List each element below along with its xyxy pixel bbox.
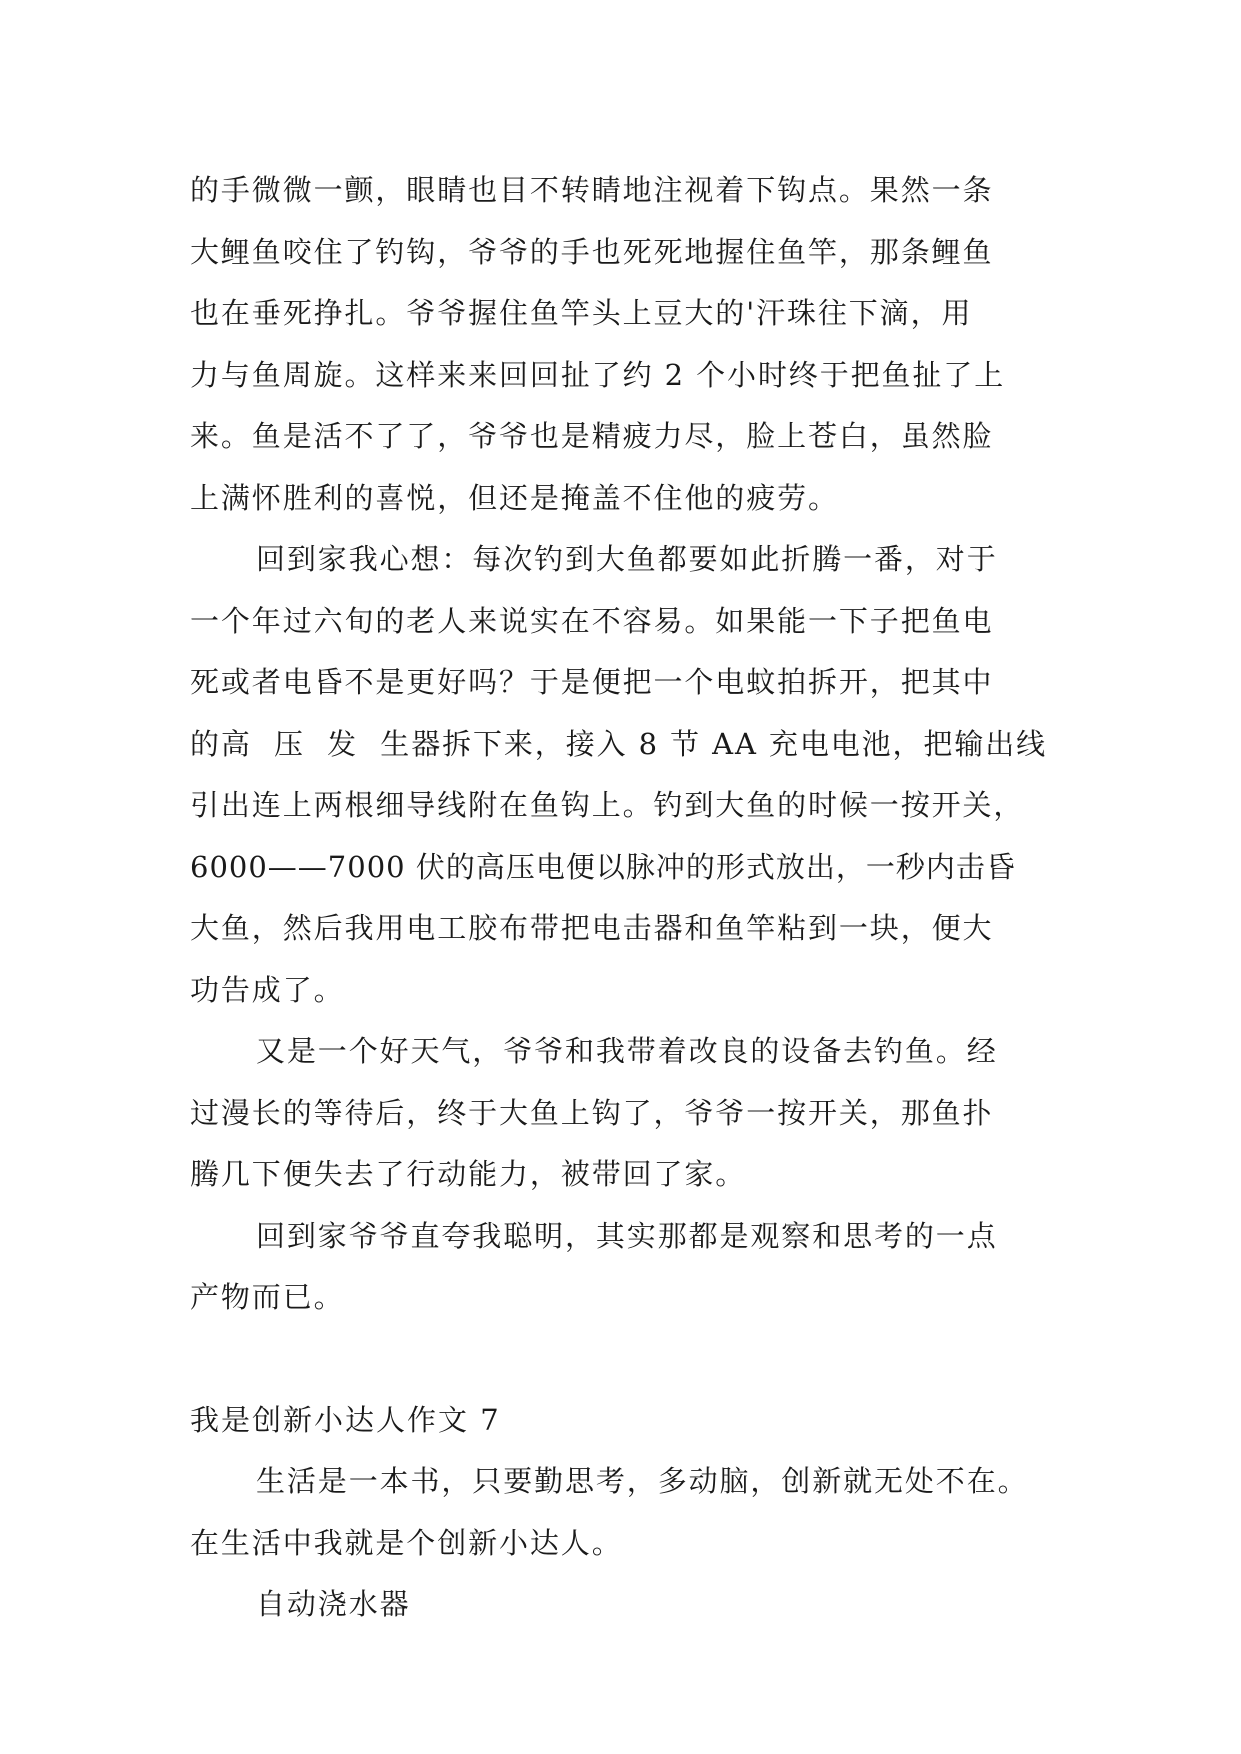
text-line: 也在垂死挣扎。爷爷握住鱼竿头上豆大的'汗珠往下滴，用 (190, 296, 973, 330)
paragraph (190, 529, 1052, 1021)
text-line: 大鲤鱼咬住了钓钩，爷爷的手也死死地握住鱼竿，那条鲤鱼 (190, 234, 994, 269)
text-line: 一个年过六旬的老人来说实在不容易。如果能一下子把鱼电 (190, 603, 994, 638)
text-line: 产物而已。 (190, 1280, 345, 1314)
paragraph (190, 160, 1052, 529)
document-body (190, 160, 1052, 1636)
paragraph (190, 1574, 1052, 1636)
subheading-line: 自动浇水器 (256, 1587, 411, 1621)
text-line: 腾几下便失去了行动能力，被带回了家。 (190, 1157, 747, 1191)
text-line: 死或者电昏不是更好吗？于是便把一个电蚊拍拆开，把其中 (190, 665, 994, 699)
text-line: 来。鱼是活不了了，爷爷也是精疲力尽，脸上苍白，虽然脸 (190, 419, 994, 453)
text-line: 6000——7000 伏的高压电便以脉冲的形式放出，一秒内击昏 (190, 849, 1016, 884)
text-line: 大鱼，然后我用电工胶布带把电击器和鱼竿粘到一块，便大 (190, 911, 994, 945)
text-line: 的高 压 发 生器拆下来，接入 8 节 AA 充电电池，把输出线 (190, 726, 1048, 761)
text-line: 又是一个好天气，爷爷和我带着改良的设备去钓鱼。经 (256, 1034, 998, 1068)
text-line: 生活是一本书，只要勤思考，多动脑，创新就无处不在。 (256, 1464, 1029, 1498)
text-line: 的手微微一颤，眼睛也目不转睛地注视着下钩点。果然一条 (190, 173, 994, 207)
section-heading: 我是创新小达人作文 7 (190, 1402, 501, 1437)
text-line: 回到家爷爷直夸我聪明，其实那都是观察和思考的一点 (256, 1218, 998, 1253)
paragraph (190, 1451, 1052, 1574)
paragraph (190, 1206, 1052, 1329)
text-line: 回到家我心想：每次钓到大鱼都要如此折腾一番，对于 (256, 542, 998, 576)
text-line: 在生活中我就是个创新小达人。 (190, 1525, 623, 1560)
paragraph (190, 1021, 1052, 1206)
text-line: 引出连上两根细导线附在鱼钩上。钓到大鱼的时候一按开关， (190, 788, 1025, 822)
text-line: 力与鱼周旋。这样来来回回扯了约 2 个小时终于把鱼扯了上 (190, 357, 1006, 392)
text-line: 功告成了。 (190, 972, 345, 1007)
text-line: 上满怀胜利的喜悦，但还是掩盖不住他的疲劳。 (190, 480, 839, 515)
text-line: 过漫长的等待后，终于大鱼上钩了，爷爷一按开关，那鱼扑 (190, 1095, 994, 1130)
